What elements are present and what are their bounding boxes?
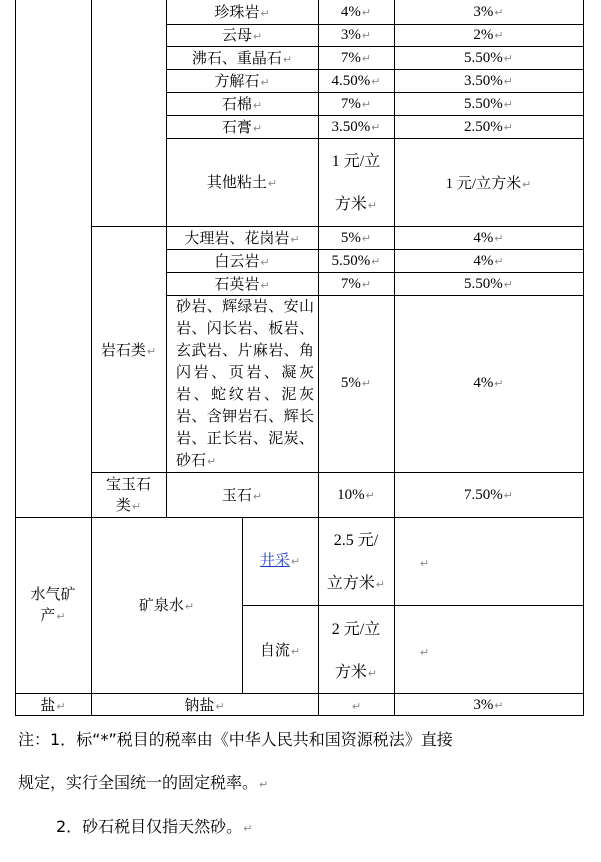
rate-cell: 5%↵ [340,375,372,391]
rate-cell: 5.50%↵ [331,253,381,269]
mineral-name: 云母↵ [221,26,263,44]
mineral-name: 石英岩↵ [214,275,270,293]
rate-cell: 立方米↵ [326,575,386,592]
rate-cell: 2.5 元/ [333,532,379,549]
rate-cell: 5.50%↵ [464,50,513,66]
rate-cell: 5.50%↵ [464,96,513,112]
rate-cell: 4%↵ [473,375,504,391]
rate-cell: 3.50%↵ [464,73,513,89]
rate-cell: 方米↵ [334,196,378,213]
grid-line [242,605,584,606]
rate-cell: 7%↵ [340,276,372,292]
mineral-name: 白云岩↵ [214,252,270,270]
category-label: 水气矿 [30,585,76,603]
mineral-name: 沸石、重晶石↵ [191,49,293,67]
mineral-name: 玉石↵ [221,486,263,504]
note-line: 2．砂石税目仅指天然砂。↵ [56,817,253,836]
empty-cell: ↵ [419,557,430,570]
rate-cell: 4.50%↵ [331,73,381,89]
mineral-name: 珍珠岩↵ [214,3,270,21]
grid-line [15,693,584,694]
rate-cell: 1 元/立 [331,153,381,170]
rate-cell: 方米↵ [334,664,378,681]
rate-cell: 5.50%↵ [464,276,513,292]
flow-label: 自流↵ [259,641,301,659]
rate-cell: 4%↵ [340,4,372,20]
grid-line [583,0,584,716]
grid-line [15,517,584,518]
rate-cell: 5%↵ [340,230,372,246]
mineral-name: 石棉↵ [221,95,263,113]
rate-cell: 10%↵ [337,487,375,503]
rate-cell: 7.50%↵ [464,487,513,503]
note-line: 注：1．标“*”税目的税率由《中华人民共和国资源税法》直接 [18,730,453,749]
mineral-name: 钠盐↵ [184,696,225,714]
rate-cell: 4%↵ [473,230,504,246]
mineral-name: 矿泉水↵ [138,596,195,614]
rate-cell: 3.50%↵ [331,119,381,135]
category-label: 宝玉石 [105,475,151,493]
note-line: 规定，实行全国统一的固定税率。↵ [18,773,269,792]
rate-cell: 4%↵ [473,253,504,269]
well-label[interactable]: 井采↵ [259,551,301,569]
category-label: 产↵ [40,606,66,624]
rate-cell: 3%↵ [473,4,504,20]
category-label: 盐↵ [40,696,66,714]
mineral-name: 砂岩、辉绿岩、安山岩、闪长岩、板岩、玄武岩、片麻岩、角闪岩、页岩、凝灰岩、蛇纹岩、泥灰岩、含钾岩石、辉长岩、正长岩、泥炭、砂石↵ [176,297,314,469]
mineral-name: 其他粘土↵ [206,173,278,191]
rate-cell: 3%↵ [473,697,504,713]
mineral-name: 大理岩、花岗岩↵ [184,229,300,247]
rate-cell: 2%↵ [473,27,504,43]
empty-cell: ↵ [351,700,362,713]
grid-line [91,472,584,473]
grid-line [91,226,584,227]
rate-cell: 2.50%↵ [464,119,513,135]
category-label: 岩石类↵ [100,341,157,359]
category-label: 类↵ [115,496,142,514]
rate-cell: 3%↵ [340,27,372,43]
rate-cell: 7%↵ [340,50,372,66]
empty-cell: ↵ [419,646,430,659]
rate-cell: 2 元/立 [331,621,381,638]
rate-cell: 1 元/立方米↵ [445,176,532,192]
mineral-name: 石膏↵ [221,118,263,136]
rate-cell: 7%↵ [340,96,372,112]
mineral-name: 方解石↵ [214,72,270,90]
